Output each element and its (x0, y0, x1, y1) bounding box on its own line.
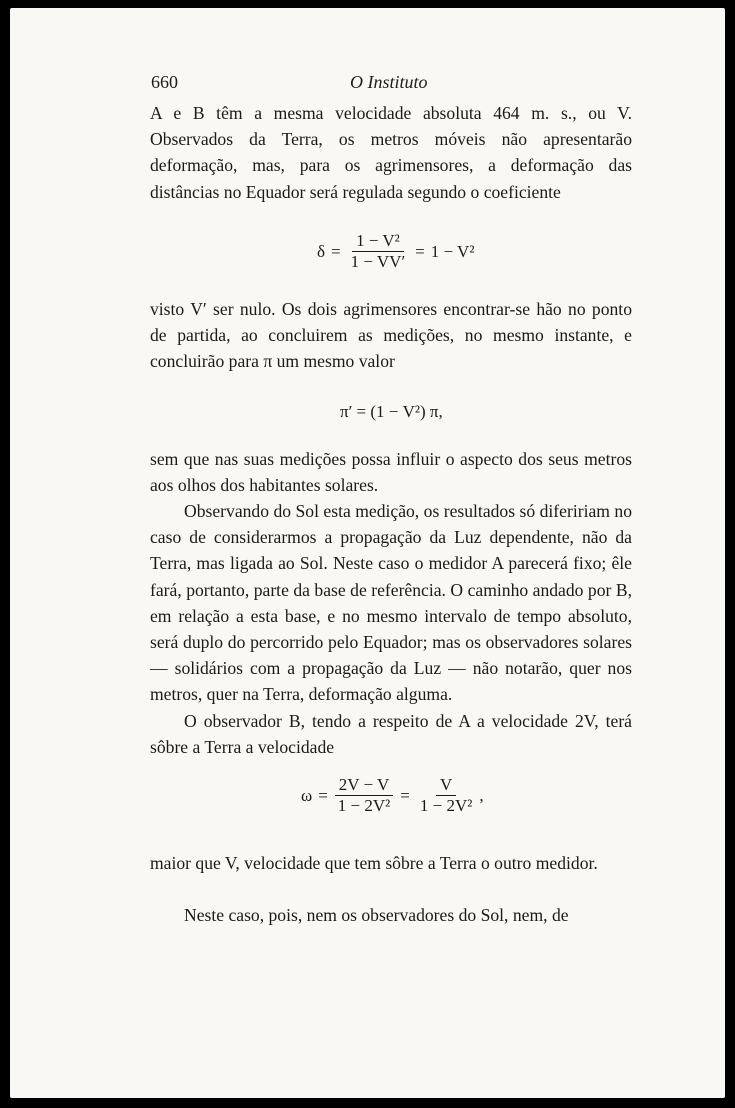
equation-delta-numerator: 1 − V² (352, 232, 404, 252)
equation-omega-numerator-1: 2V − V (335, 776, 394, 796)
equation-omega-denominator-2: 1 − 2V² (419, 796, 473, 815)
equation-omega-fraction-2 (416, 776, 476, 815)
equation-pi-text: π′ = (1 − V²) π, (340, 402, 443, 421)
paragraph-5: O observador B, tendo a respeito de A a velocidade 2V, terá sôbre a Terra a velocidade (150, 711, 632, 758)
equation-pi (340, 402, 443, 422)
book-page (10, 8, 725, 1098)
equation-delta-denominator: 1 − VV′ (350, 252, 406, 271)
running-title: O Instituto (350, 72, 428, 92)
paragraph-3: sem que nas suas medições possa influir o aspecto dos seus metros aos olhos dos habitantes solares. (150, 449, 632, 496)
equation-delta-rhs: 1 − V² (430, 241, 475, 261)
equation-omega-trailing-comma: , (479, 785, 484, 805)
equation-omega-fraction-1 (334, 776, 394, 815)
paragraph-2: visto V′ ser nulo. Os dois agrimensores encontrar-se hão no ponto de partida, ao concluirem as medições, no mesmo instante, e concluirão para π um mesmo valor (150, 299, 632, 372)
equation-delta-fraction (347, 232, 410, 271)
equation-delta: δ = $\frac{\text{1 − V²}}{1 - VV'}$ = 1 − V² (314, 232, 477, 271)
equation-omega-lhs: ω (301, 785, 313, 805)
page-number: 660 (151, 72, 178, 92)
paragraph-1: A e B têm a mesma velocidade absoluta 464 m. s., ou V. Observados da Terra, os metros móveis não apresentarão deformação, mas, para os agrimensores, a deformação das distâncias no Equador será regulada segundo o coeficiente (150, 103, 632, 202)
paragraph-4: Observando do Sol esta medição, os resultados só difeririam no caso de considerarmos a propagação da Luz dependente, não da Terra, mas ligada ao Sol. Neste caso o medidor A parecerá fixo; êle fará, portanto, parte da base de referência. O caminho andado por B, em relação a esta base, e no mesmo intervalo de tempo absoluto, será duplo do percorrido pelo Equador; mas os observadores solares — solidários com a propagação da Luz — não notarão, quer nos metros, quer na Terra, deformação alguma. (150, 501, 632, 705)
equation-omega-numerator-2: V (436, 776, 456, 796)
paragraph-7: Neste caso, pois, nem os observadores do Sol, nem, de (184, 905, 569, 925)
page-header (10, 72, 725, 94)
equation-delta-lhs: δ (317, 241, 326, 261)
equation-omega-denominator-1: 1 − 2V² (337, 796, 391, 815)
paragraph-6: maior que V, velocidade que tem sôbre a Terra o outro medidor. (150, 853, 598, 873)
equation-omega: ω = $\frac{2V - V}{\text{1 − 2V²}}$ = $\frac{V}{\text{1 − 2V²}}$ , (298, 776, 484, 815)
